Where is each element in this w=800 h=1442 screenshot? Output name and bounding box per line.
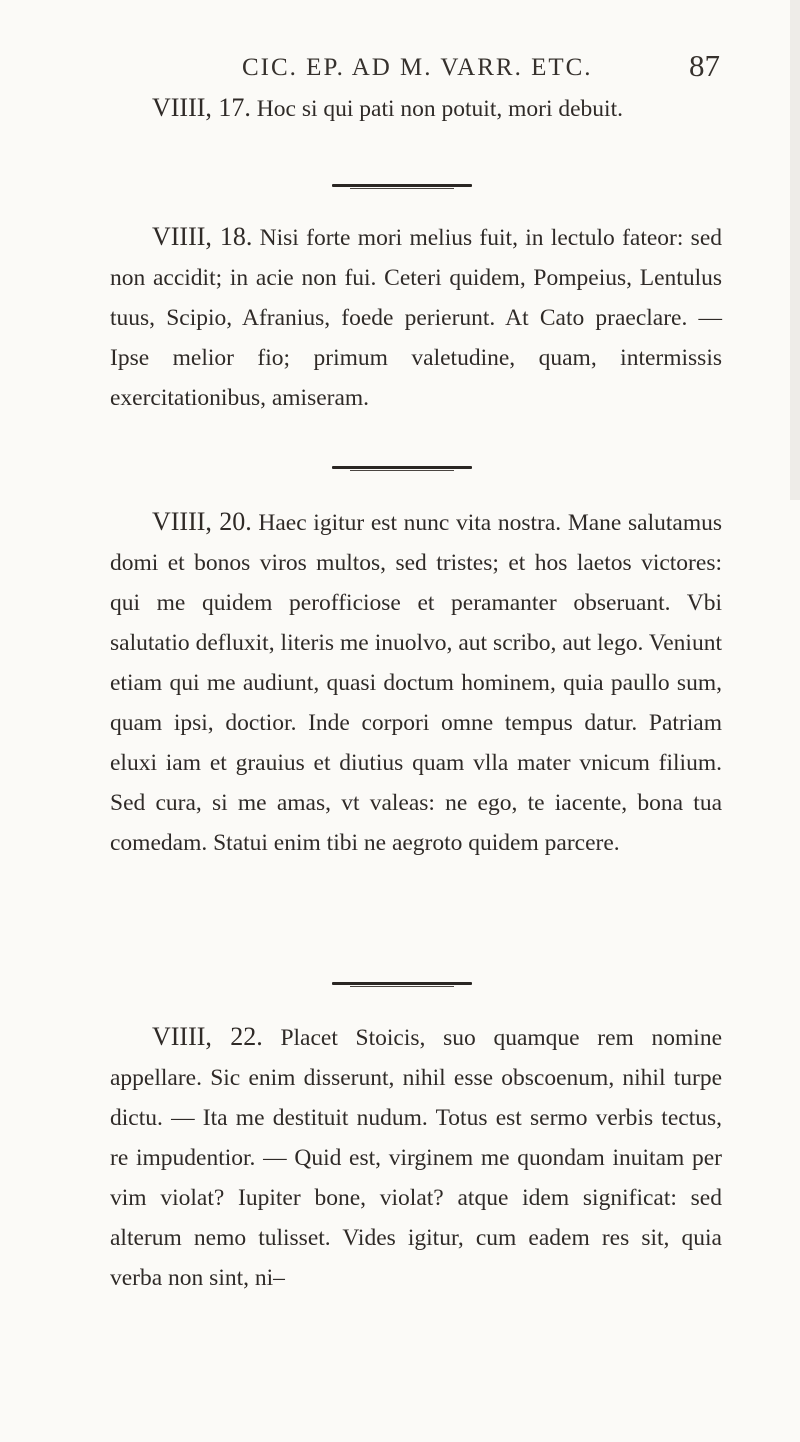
running-head: CIC. EP. AD M. VARR. ETC. [242, 54, 593, 81]
letter-paragraph [110, 1017, 722, 1298]
letter-paragraph [110, 217, 722, 418]
page-number: 87 [689, 48, 720, 83]
letter-paragraph [110, 502, 722, 863]
section-divider [332, 466, 472, 469]
letter-text: Hoc si qui pati non potuit, mori debuit. [256, 96, 623, 122]
letter-number: VIIII, 18. [152, 222, 253, 251]
letter-section [110, 502, 722, 863]
letter-text: Nisi forte mori melius fuit, in lectulo fateor: sed non accidit; in acie non fui. Ceteri quidem, Pompeius, Lentulus tuus, Scipio, Afranius, foede perierunt. At Cato praeclare. — Ipse melior fio; primum valetudine, quam, intermissis exercitationibus, amiseram. [110, 225, 723, 411]
section-divider [332, 982, 472, 985]
letter-number: VIIII, 22. [152, 1022, 263, 1051]
letter-section [110, 1017, 722, 1298]
letter-section [110, 88, 722, 129]
letter-text: Haec igitur est nunc vita nostra. Mane salutamus domi et bonos viros multos, sed tristes; et hos laetos victores: qui me quidem perofficiose et peramanter obseruant. Vbi salutatio defluxit, literis me inuolvo, aut scribo, aut lego. Veniunt etiam qui me audiunt, quasi doctum hominem, quia paullo sum, quam ipsi, doctior. Inde corpori omne tempus datur. Patriam eluxi iam et grauius et diutius quam vlla mater vnicum filium. Sed cura, si me amas, vt valeas: ne ego, te iacente, bona tua comedam. Statui enim tibi ne aegroto quidem parcere. [110, 510, 723, 856]
letter-section [110, 217, 722, 418]
page-header [130, 48, 720, 88]
letter-paragraph [110, 88, 722, 129]
letter-text: Placet Stoicis, suo quamque rem nomine appellare. Sic enim disserunt, nihil esse obscoenum, nihil turpe dictu. — Ita me destituit nudum. Totus est sermo verbis tectus, re impudentior. — Quid est, virginem me quondam inuitam per vim violat? Iupiter bone, violat? atque idem significat: sed alterum nemo tulisset. Vides igitur, cum eadem res sit, quia verba non sint, ni– [110, 1025, 722, 1291]
section-divider [332, 184, 472, 187]
letter-number: VIIII, 17. [152, 93, 251, 122]
page-edge-shadow [790, 0, 800, 500]
letter-number: VIIII, 20. [152, 507, 252, 536]
